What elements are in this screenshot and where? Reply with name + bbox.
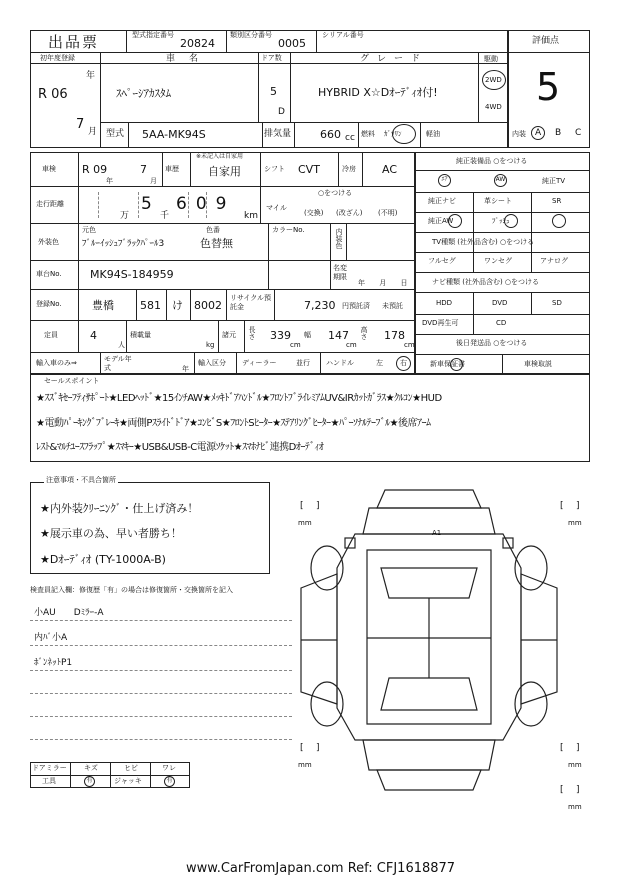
mileage-tamper: (改ざん) bbox=[336, 209, 363, 217]
inspector-label: 検査員記入欄：修復歴「有」の場合は修復箇所・交換箇所を記入 bbox=[30, 586, 233, 594]
equip-push-circle bbox=[504, 214, 518, 228]
reg-number: 8002 bbox=[194, 299, 222, 312]
notes-line-2: ★展示車の為、早い者勝ち！ bbox=[40, 527, 182, 540]
name-change-label: 名変期限 bbox=[333, 264, 347, 281]
navi-sd: SD bbox=[552, 299, 562, 307]
mileage-mile: マイル bbox=[266, 204, 287, 212]
diagram-bracket-rear: [ bbox=[560, 785, 564, 795]
drive-label: 駆動 bbox=[484, 55, 498, 63]
inspector-line-3: ﾎﾞﾝﾈｯﾄP1 bbox=[34, 658, 73, 668]
navi-hdd: HDD bbox=[436, 299, 453, 307]
aircon-label: 冷房 bbox=[342, 165, 356, 173]
car-diagram bbox=[285, 478, 605, 818]
door-label: ドア数 bbox=[261, 54, 282, 62]
recycle-label: リサイクル預託金 bbox=[230, 294, 272, 311]
score-label: 評価点 bbox=[532, 36, 560, 46]
drive-2wd: 2WD bbox=[485, 76, 502, 84]
displacement: 660 bbox=[320, 128, 341, 141]
capacity-value: 4 bbox=[90, 329, 97, 342]
shaken-year: R 09 bbox=[82, 163, 108, 176]
diagram-bracket-br-r: ] bbox=[576, 743, 580, 753]
width-unit: cm bbox=[346, 341, 357, 349]
inspector-line-2: 内ﾊﾞ小A bbox=[34, 633, 68, 643]
footer-ref: www.CarFromJapan.com Ref: CFJ1618877 bbox=[186, 861, 456, 876]
color-no-label: カラーNo. bbox=[272, 226, 305, 234]
first-reg-year-unit: 年 bbox=[86, 71, 96, 81]
legend-scratch: キズ bbox=[84, 764, 98, 772]
light-oil-label: 軽油 bbox=[426, 130, 440, 138]
sales-line-3: ﾚｽﾄ&ﾏﾙﾁﾕｰｽﾌﾗｯﾌﾟ★ｽﾏｷｰ★USB&USB-C電源ｿｹｯﾄ★ｽﾏﾎﾅﾋﾞ連携Dｵｰﾃﾞｨｵ bbox=[36, 442, 324, 453]
score-value: 5 bbox=[536, 65, 561, 109]
shaken-month: 7 bbox=[140, 163, 147, 176]
mileage-km-unit: km bbox=[244, 211, 258, 221]
mileage-rest: 609 bbox=[176, 194, 236, 214]
tv-title: TV種類 (社外品含む) ○をつける bbox=[432, 238, 535, 246]
shift-label: シフト bbox=[264, 165, 285, 173]
equip-aw-circle bbox=[448, 214, 462, 228]
equip-aw: 純正AW bbox=[428, 217, 454, 225]
tv-one: ワンセグ bbox=[484, 257, 512, 265]
legend-jack: ジャッキ bbox=[114, 777, 142, 785]
equip-navi: 純正ナビ bbox=[428, 197, 456, 205]
import-parallel: 並行 bbox=[296, 359, 310, 367]
color-value: ﾌﾞﾙｰｲｯｼｭﾌﾞﾗｯｸﾊﾟｰﾙ3 bbox=[82, 239, 165, 249]
diagram-bracket-br: [ bbox=[560, 743, 564, 753]
model-year-unit: 年 bbox=[182, 365, 189, 373]
diagram-mm-bl: mm bbox=[298, 761, 312, 769]
width-label: 幅 bbox=[304, 331, 311, 339]
type-no-label: 型式指定番号 bbox=[132, 31, 174, 39]
height-value: 178 bbox=[384, 329, 405, 342]
diagram-a1: A1 bbox=[432, 529, 442, 537]
handle-right: 右 bbox=[400, 359, 407, 367]
legend-tool-yes: 有 bbox=[84, 776, 95, 787]
legend-break: ワレ bbox=[162, 764, 176, 772]
sheet-title: 出品票 bbox=[48, 33, 100, 51]
import-dealer: ディーラー bbox=[242, 359, 277, 367]
fuel-label: 燃料 bbox=[361, 130, 375, 138]
recycle-value: 7,230 bbox=[304, 299, 336, 312]
model-label: 車名 bbox=[166, 54, 213, 64]
notes-line-3: ★Dｵｰﾃﾞｨｵ (TY-1000A-B) bbox=[40, 553, 166, 566]
use-note: ※未記入は自家用 bbox=[196, 153, 244, 160]
drive-4wd: 4WD bbox=[485, 103, 502, 111]
reg-class: 581 bbox=[140, 299, 161, 312]
equip-airbag: ｴｱ bbox=[438, 174, 451, 187]
grade-label: グレード bbox=[360, 54, 429, 64]
chassis-label: 車台No. bbox=[36, 270, 62, 278]
sales-line-1: ★ｽｽﾞｷｾｰﾌﾃｨｻﾎﾟｰﾄ★LEDﾍｯﾄﾞ★15ｲﾝﾁAW★ﾒｯｷﾄﾞｱﾊﾝﾄﾞﾙ★ﾌﾛﾝﾄﾌﾞﾗｲﾚﾐｱﾑUV&IRｶｯﾄｶﾞﾗｽ★ｸﾙｺﾝ★HUD bbox=[36, 393, 442, 404]
import-label: 輸入車のみ⇒ bbox=[36, 359, 77, 367]
navi-cd: CD bbox=[496, 319, 507, 327]
length-unit: cm bbox=[290, 341, 301, 349]
class-no-label: 類別区分番号 bbox=[230, 31, 272, 39]
length-label: 長さ bbox=[248, 326, 256, 340]
mileage-man: 5 bbox=[141, 194, 152, 214]
handle-label: ハンドル bbox=[326, 359, 354, 367]
inspector-line-1: 小AU Dﾐﾗｰ-A bbox=[34, 608, 104, 618]
tv-full: フルセグ bbox=[428, 257, 456, 265]
type-label: 型式 bbox=[106, 129, 125, 139]
notes-line-1: ★内外装ｸﾘｰﾆﾝｸﾞ・仕上げ済み！ bbox=[40, 502, 199, 515]
diagram-bracket-tl: [ bbox=[300, 501, 304, 511]
equip-title: 純正装備品 ○をつける bbox=[456, 157, 528, 165]
first-reg-year: R 06 bbox=[38, 87, 68, 102]
grade-value: HYBRID X☆Dｵｰﾃﾞｨｵ付! bbox=[318, 86, 438, 99]
equip-leather: 革シート bbox=[484, 197, 512, 205]
fuel-value: ｶﾞｿﾘﾝ bbox=[384, 130, 402, 138]
use-value: 自家用 bbox=[208, 165, 241, 178]
notes-label: 注意事項・不具合箇所 bbox=[46, 476, 116, 484]
sales-line-2: ★電動ﾊﾟｰｷﾝｸﾞﾌﾞﾚｰｷ★両側Pｽﾗｲﾄﾞﾄﾞｱ★ｺﾝﾋﾞS★ﾌﾛﾝﾄSﾋｰﾀｰ★ｽﾃｱﾘﾝｸﾞﾋｰﾀｰ★ﾊﾟｰｿﾅﾙﾃｰﾌﾞﾙ★後席ｱｰﾑ bbox=[36, 418, 431, 429]
diagram-mm-rear: mm bbox=[568, 803, 582, 811]
diagram-mm-tr: mm bbox=[568, 519, 582, 527]
color-label: 外装色 bbox=[38, 238, 59, 246]
first-reg-month-unit: 月 bbox=[88, 127, 98, 137]
later-warranty-circle bbox=[450, 358, 463, 371]
color-orig-label: 元色 bbox=[82, 226, 96, 234]
legend-crack: ヒビ bbox=[124, 764, 138, 772]
diagram-bracket-bl-r: ] bbox=[316, 743, 320, 753]
equip-sr: SR bbox=[552, 197, 562, 205]
use-label: 車歴 bbox=[165, 165, 179, 173]
aircon-value: AC bbox=[382, 163, 398, 176]
cc-unit: cc bbox=[345, 133, 355, 143]
chassis-value: MK94S-184959 bbox=[90, 268, 174, 281]
equip-push: ﾌﾟｯｼｭ bbox=[492, 217, 510, 225]
diagram-bracket-rear-r: ] bbox=[576, 785, 580, 795]
diagram-bracket-tr: [ bbox=[560, 501, 564, 511]
displacement-label: 排気量 bbox=[264, 129, 292, 139]
height-unit: cm bbox=[404, 341, 415, 349]
recycle-unpaid: 未預託 bbox=[382, 302, 403, 310]
mileage-label: 走行距離 bbox=[36, 200, 64, 208]
recycle-unit: 円預託済 bbox=[342, 302, 370, 310]
model-year-label: モデル年式 bbox=[104, 355, 132, 372]
later-title: 後日発送品 ○をつける bbox=[456, 339, 528, 347]
length-value: 339 bbox=[270, 329, 291, 342]
capacity-label: 定員 bbox=[44, 331, 58, 339]
legend-tool: 工具 bbox=[42, 777, 56, 785]
model-name: ｽﾍﾟｰｼｱｶｽﾀﾑ bbox=[116, 87, 171, 100]
name-change-unit: 年 月 日 bbox=[358, 279, 414, 287]
interior-color-label: 内装色 bbox=[335, 228, 343, 249]
first-reg-label: 初年度登録 bbox=[40, 54, 75, 62]
reg-label: 登録No. bbox=[36, 300, 62, 308]
navi-title: ナビ種類 (社外品含む) ○をつける bbox=[432, 278, 540, 286]
height-label: 高さ bbox=[360, 326, 368, 340]
measure-label: 諸元 bbox=[222, 331, 236, 339]
interior-label: 内装 bbox=[512, 130, 526, 138]
interior-c: C bbox=[575, 128, 582, 138]
class-no: 0005 bbox=[278, 37, 306, 50]
interior-b: B bbox=[555, 128, 562, 138]
shaken-month-unit: 月 bbox=[150, 177, 157, 185]
mileage-sen-unit: 千 bbox=[160, 211, 170, 221]
width-value: 147 bbox=[328, 329, 349, 342]
navi-dvd-play: DVD再生可 bbox=[422, 319, 459, 327]
capacity-unit: 人 bbox=[118, 341, 125, 349]
later-manual: 車検取説 bbox=[524, 360, 552, 368]
first-reg-month: 7 bbox=[76, 117, 85, 132]
diagram-mm-tl: mm bbox=[298, 519, 312, 527]
diagram-bracket-tr-r: ] bbox=[576, 501, 580, 511]
door-count: 5 bbox=[270, 85, 277, 98]
diagram-bracket-bl: [ bbox=[300, 743, 304, 753]
tv-analog: アナログ bbox=[540, 257, 568, 265]
equip-aw-chk: AW bbox=[494, 174, 507, 187]
load-unit: kg bbox=[206, 341, 215, 349]
load-label: 積載量 bbox=[130, 331, 151, 339]
diagram-mm-br: mm bbox=[568, 761, 582, 769]
equip-tv: 純正TV bbox=[542, 177, 566, 185]
sales-label: セールスポイント bbox=[44, 377, 100, 385]
door-sub: D bbox=[278, 107, 285, 117]
legend-jack-yes: 有 bbox=[164, 776, 175, 787]
shift-value: CVT bbox=[298, 163, 320, 176]
mileage-exch: (交換) bbox=[304, 209, 324, 217]
mileage-man-unit: 万 bbox=[120, 211, 130, 221]
diagram-bracket-tl-r: ] bbox=[316, 501, 320, 511]
model-type: 5AA-MK94S bbox=[142, 128, 206, 141]
color-num-label: 色番 bbox=[206, 226, 220, 234]
reg-kana: け bbox=[172, 299, 183, 312]
shaken-label: 車検 bbox=[42, 165, 56, 173]
navi-dvd: DVD bbox=[492, 299, 508, 307]
color-nochange: 色替無 bbox=[200, 237, 233, 250]
mileage-opt: ○をつける bbox=[318, 189, 353, 197]
interior-a: A bbox=[535, 128, 542, 138]
reg-place: 豊橋 bbox=[92, 299, 114, 312]
import-type-label: 輸入区分 bbox=[198, 359, 226, 367]
mileage-unknown: (不明) bbox=[378, 209, 398, 217]
later-warranty: 新車保証書 bbox=[430, 360, 465, 368]
serial-label: シリアル番号 bbox=[322, 31, 364, 39]
handle-left: 左 bbox=[376, 359, 383, 367]
legend-mirror: ドアミラー bbox=[32, 764, 67, 772]
equip-sr-circle bbox=[552, 214, 566, 228]
type-no: 20824 bbox=[180, 37, 215, 50]
shaken-year-unit: 年 bbox=[106, 177, 113, 185]
